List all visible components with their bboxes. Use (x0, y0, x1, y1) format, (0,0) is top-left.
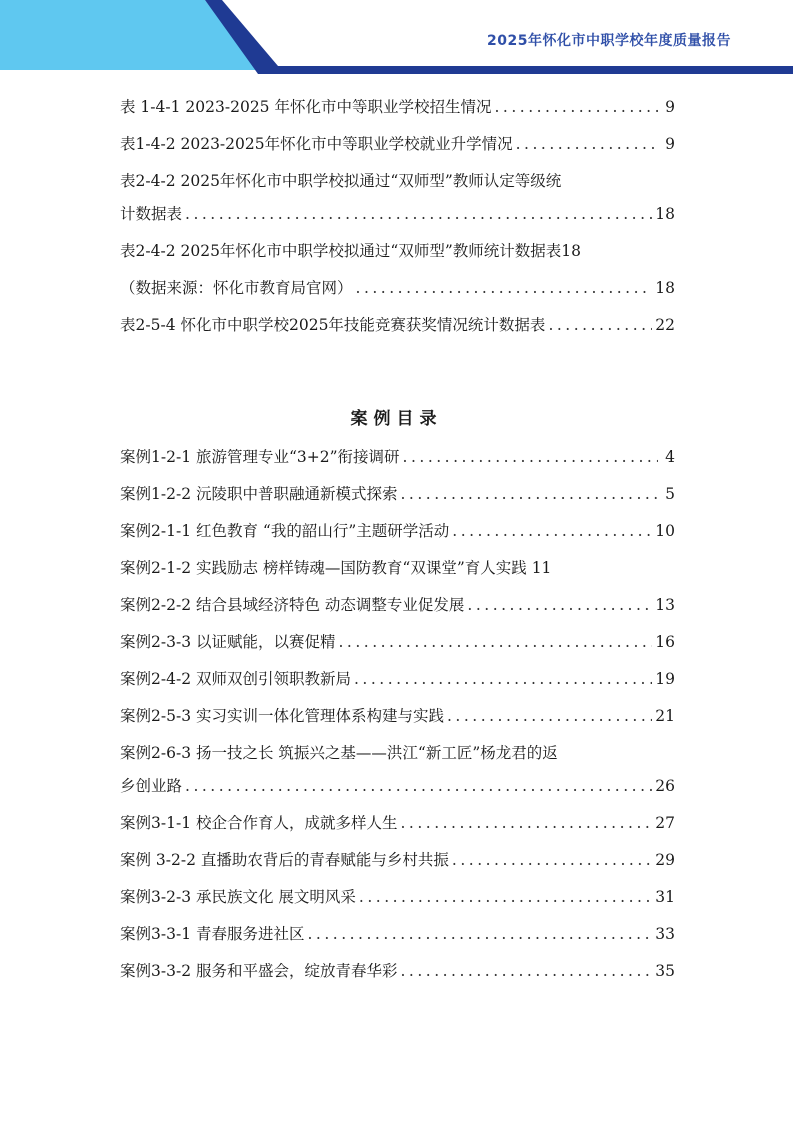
toc-leader-dots (308, 923, 653, 945)
toc-leader-dots (339, 631, 653, 653)
toc-entry-case-2-6-3[interactable] (120, 742, 675, 797)
toc-entry-case-3-3-2[interactable] (120, 960, 675, 982)
toc-leader-dots (403, 446, 658, 468)
toc-entry-case-3-1-1[interactable] (120, 812, 675, 834)
toc-entry-label: 表2-4-2 2025年怀化市中职学校拟通过“双师型”教师统计数据表18 (120, 242, 582, 260)
toc-entry-page: 21 (655, 707, 675, 725)
toc-entry-page: 4 (665, 448, 675, 466)
toc-entry-case-2-3-3[interactable] (120, 631, 675, 653)
toc-leader-dots (185, 203, 652, 225)
toc-leader-dots (185, 775, 652, 797)
toc-leader-dots (356, 277, 653, 299)
toc-entry-page: 19 (655, 670, 675, 688)
toc-leader-dots (494, 96, 658, 118)
toc-entry-label: 案例2-4-2 双师双创引领职教新局 (120, 670, 351, 688)
toc-leader-dots (452, 520, 652, 542)
toc-entry-page: 22 (655, 316, 675, 334)
toc-entry-case-1-2-2[interactable] (120, 483, 675, 505)
toc-leader-dots (516, 133, 658, 155)
toc-entry-label: 案例3-3-2 服务和平盛会，绽放青春华彩 (120, 962, 398, 980)
toc-entry-page: 16 (655, 633, 675, 651)
toc-entry-label: 案例2-5-3 实习实训一体化管理体系构建与实践 (120, 707, 444, 725)
toc-entry-label: 表1-4-2 2023-2025年怀化市中等职业学校就业升学情况 (120, 135, 513, 153)
header-title: 2025年怀化市中职学校年度质量报告 (487, 33, 731, 49)
toc-leader-dots (548, 314, 652, 336)
toc-entry-label: 案例2-2-2 结合县域经济特色 动态调整专业促发展 (120, 596, 465, 614)
toc-leader-dots (401, 812, 653, 834)
toc-entry-label: 案例 3-2-2 直播助农背后的青春赋能与乡村共振 (120, 851, 449, 869)
toc-entry-case-3-2-3[interactable] (120, 886, 675, 908)
toc-entry-page: 9 (665, 98, 675, 116)
toc-entry-label: （数据来源：怀化市教育局官网） (120, 279, 353, 297)
toc-leader-dots (467, 594, 652, 616)
toc-entry-case-2-5-3[interactable] (120, 705, 675, 727)
toc-entry-case-3-2-2[interactable] (120, 849, 675, 871)
toc-entry-label: 案例2-1-2 实践励志 榜样铸魂—国防教育“双课堂”育人实践 11 (120, 559, 552, 577)
toc-entry-page: 35 (655, 962, 675, 980)
toc-leader-dots (359, 886, 652, 908)
toc-entry-table-1-4-2[interactable] (120, 133, 675, 155)
toc-entry-page: 26 (655, 777, 675, 795)
toc-entry-page: 18 (655, 205, 675, 223)
toc-entry-page: 31 (655, 888, 675, 906)
toc-leader-dots (447, 705, 652, 727)
toc-leader-dots (354, 668, 652, 690)
toc-entry-case-2-1-2[interactable] (120, 557, 675, 579)
toc-entry-table-1-4-1[interactable] (120, 96, 675, 118)
toc-entry-case-3-3-1[interactable] (120, 923, 675, 945)
toc-entry-table-2-4-2-a[interactable] (120, 170, 675, 225)
cases-toc-heading: 案例目录 (350, 409, 443, 429)
toc-entry-table-2-4-2-b[interactable] (120, 240, 675, 262)
toc-entry-label: 案例2-1-1 红色教育 “我的韶山行”主题研学活动 (120, 522, 450, 540)
toc-entry-page: 10 (655, 522, 675, 540)
toc-entry-label: 案例1-2-1 旅游管理专业“3+2”衔接调研 (120, 448, 400, 466)
toc-entry-page: 9 (665, 135, 675, 153)
page-header (0, 0, 793, 80)
toc-entry-label: 表 1-4-1 2023-2025 年怀化市中等职业学校招生情况 (120, 98, 492, 116)
toc-entry-label: 案例2-6-3 扬一技之长 筑振兴之基——洪江“新工匠”杨龙君的返 (120, 744, 558, 762)
cases-toc (120, 446, 675, 997)
toc-entry-label: 案例3-3-1 青春服务进社区 (120, 925, 305, 943)
toc-entry-data-source[interactable] (120, 277, 675, 299)
toc-entry-label: 案例2-3-3 以证赋能，以赛促精 (120, 633, 336, 651)
toc-entry-page: 5 (665, 485, 675, 503)
toc-entry-label: 案例1-2-2 沅陵职中普职融通新模式探索 (120, 485, 398, 503)
tables-toc (120, 96, 675, 351)
toc-entry-case-2-4-2[interactable] (120, 668, 675, 690)
toc-entry-table-2-5-4[interactable] (120, 314, 675, 336)
toc-entry-label-cont: 乡创业路 (120, 777, 183, 795)
toc-entry-label: 表2-5-4 怀化市中职学校2025年技能竞赛获奖情况统计数据表 (120, 316, 546, 334)
toc-entry-page: 27 (655, 814, 675, 832)
toc-entry-label: 案例3-1-1 校企合作育人，成就多样人生 (120, 814, 398, 832)
toc-entry-case-2-2-2[interactable] (120, 594, 675, 616)
toc-leader-dots (401, 960, 653, 982)
toc-entry-label: 案例3-2-3 承民族文化 展文明风采 (120, 888, 356, 906)
toc-entry-page: 29 (655, 851, 675, 869)
toc-entry-case-1-2-1[interactable] (120, 446, 675, 468)
toc-entry-page: 18 (655, 279, 675, 297)
toc-entry-page: 13 (655, 596, 675, 614)
toc-entry-label-cont: 计数据表 (120, 205, 183, 223)
toc-entry-page: 33 (655, 925, 675, 943)
toc-leader-dots (401, 483, 659, 505)
toc-entry-case-2-1-1[interactable] (120, 520, 675, 542)
toc-entry-label: 表2-4-2 2025年怀化市中职学校拟通过“双师型”教师认定等级统 (120, 172, 562, 190)
toc-leader-dots (452, 849, 652, 871)
